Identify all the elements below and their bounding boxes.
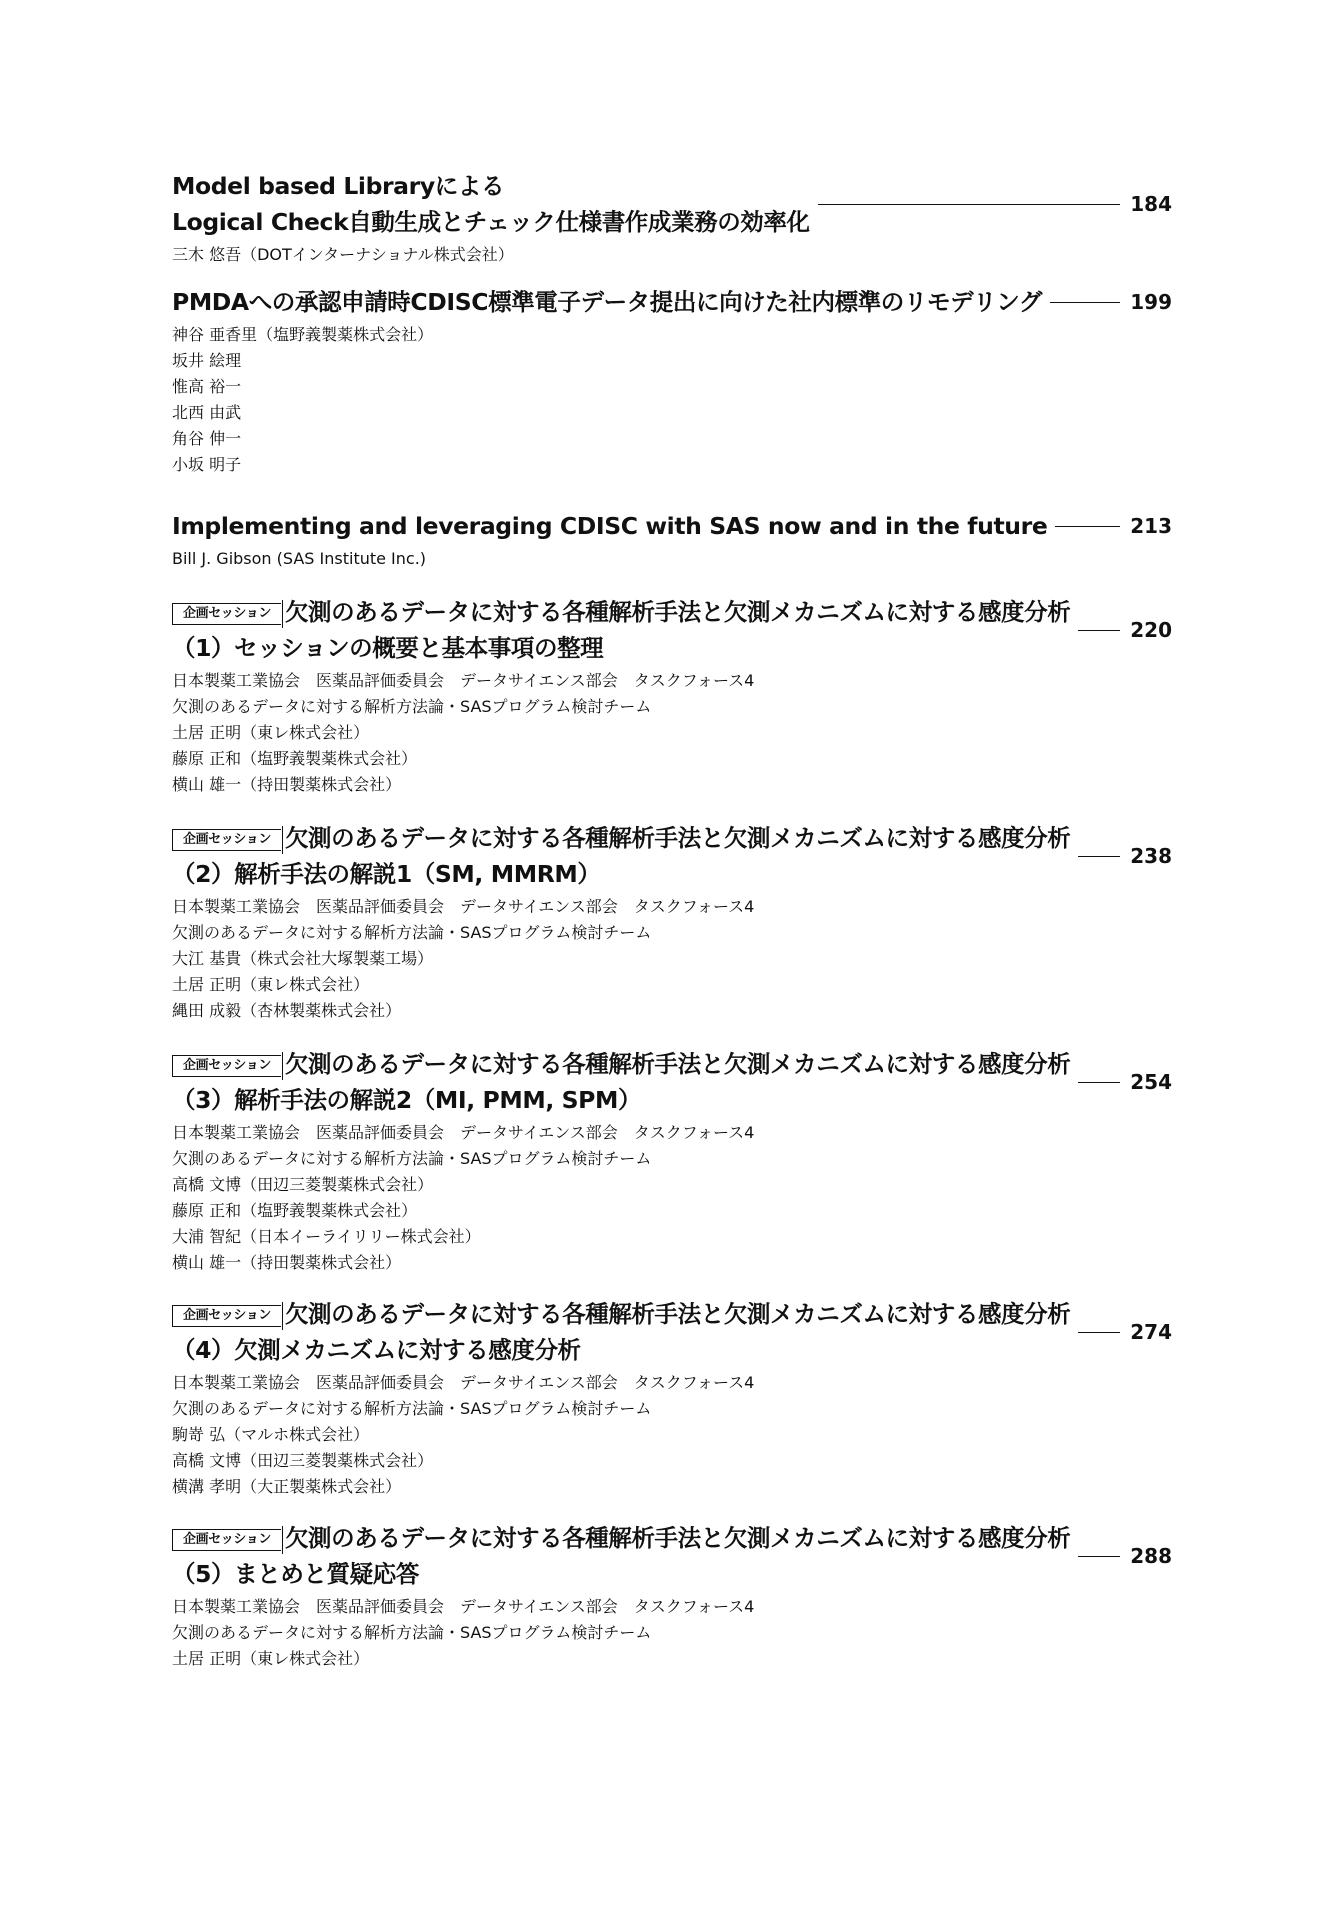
entry-title-text: 欠測のあるデータに対する各種解析手法と欠測メカニズムに対する感度分析	[284, 1524, 1071, 1552]
page-number: 238	[1130, 844, 1172, 868]
author-line: 高橋 文博（田辺三菱製薬株式会社）	[172, 1175, 434, 1194]
entry-title-line: Model based Libraryによる	[172, 172, 505, 200]
author-line: 横山 雄一（持田製薬株式会社）	[172, 775, 402, 794]
entry-title-text: 欠測のあるデータに対する各種解析手法と欠測メカニズムに対する感度分析	[284, 1300, 1071, 1328]
leader-line	[1078, 1556, 1120, 1557]
author-line: 駒嵜 弘（マルホ株式会社）	[172, 1425, 370, 1444]
page-number: 274	[1130, 1320, 1172, 1344]
author-line: 欠測のあるデータに対する解析方法論・SASプログラム検討チーム	[172, 697, 652, 716]
entry-title	[172, 284, 1042, 320]
entry-title-line: （3）解析手法の解説2（MI, PMM, SPM）	[172, 1086, 642, 1114]
author-line: 大江 基貴（株式会社大塚製薬工場）	[172, 949, 434, 968]
author-line: 三木 悠吾（DOTインターナショナル株式会社）	[172, 245, 514, 264]
author-line: 欠測のあるデータに対する解析方法論・SASプログラム検討チーム	[172, 1399, 652, 1418]
page-number: 184	[1130, 192, 1172, 216]
entry-title-line: （2）解析手法の解説1（SM, MMRM）	[172, 860, 601, 888]
leader-line	[1050, 302, 1120, 303]
entry-authors	[172, 242, 1172, 268]
entry-title-line	[172, 1520, 1070, 1556]
author-line: 日本製薬工業協会 医薬品評価委員会 データサイエンス部会 タスクフォース4	[172, 671, 755, 690]
author-line: Bill J. Gibson (SAS Institute Inc.)	[172, 549, 427, 568]
page-number: 288	[1130, 1544, 1172, 1568]
entry-title	[172, 594, 1070, 666]
entry-title-row	[172, 508, 1172, 544]
author-line: 日本製薬工業協会 医薬品評価委員会 データサイエンス部会 タスクフォース4	[172, 1123, 755, 1142]
toc-entry[interactable]	[172, 284, 1172, 478]
toc-entry[interactable]	[172, 820, 1172, 1024]
author-line: 欠測のあるデータに対する解析方法論・SASプログラム検討チーム	[172, 1149, 652, 1168]
entry-title	[172, 1520, 1070, 1592]
leader-line	[1078, 856, 1120, 857]
entry-title-line	[172, 1046, 1070, 1082]
author-line: 土居 正明（東レ株式会社）	[172, 723, 370, 742]
entry-title-row	[172, 1296, 1172, 1368]
entry-title	[172, 1046, 1070, 1118]
entry-authors	[172, 1120, 1172, 1276]
toc-entry[interactable]	[172, 168, 1172, 268]
author-line: 欠測のあるデータに対する解析方法論・SASプログラム検討チーム	[172, 1623, 652, 1642]
entry-title-row	[172, 284, 1172, 320]
author-line: 横山 雄一（持田製薬株式会社）	[172, 1253, 402, 1272]
page-number: 213	[1130, 514, 1172, 538]
author-line: 欠測のあるデータに対する解析方法論・SASプログラム検討チーム	[172, 923, 652, 942]
entry-title-text: 欠測のあるデータに対する各種解析手法と欠測メカニズムに対する感度分析	[284, 598, 1071, 626]
entry-title-line	[172, 820, 1070, 856]
author-line: 坂井 絵理	[172, 351, 242, 370]
entry-authors	[172, 546, 1172, 572]
author-line: 日本製薬工業協会 医薬品評価委員会 データサイエンス部会 タスクフォース4	[172, 1373, 755, 1392]
author-line: 日本製薬工業協会 医薬品評価委員会 データサイエンス部会 タスクフォース4	[172, 897, 755, 916]
author-line: 小坂 明子	[172, 455, 242, 474]
author-line: 大浦 智紀（日本イーライリリー株式会社）	[172, 1227, 481, 1246]
entry-title-row	[172, 1520, 1172, 1592]
entry-title-line: （5）まとめと質疑応答	[172, 1560, 419, 1588]
entry-title-row	[172, 168, 1172, 240]
entry-title-text: 欠測のあるデータに対する各種解析手法と欠測メカニズムに対する感度分析	[284, 1050, 1071, 1078]
author-line: 北西 由武	[172, 403, 242, 422]
leader-line	[1078, 1082, 1120, 1083]
session-badge: 企画セッション	[172, 1055, 281, 1077]
author-line: 横溝 孝明（大正製薬株式会社）	[172, 1477, 402, 1496]
session-badge: 企画セッション	[172, 829, 281, 851]
author-line: 土居 正明（東レ株式会社）	[172, 975, 370, 994]
session-badge: 企画セッション	[172, 1305, 281, 1327]
author-line: 縄田 成毅（杏林製薬株式会社）	[172, 1001, 402, 1020]
author-line: 藤原 正和（塩野義製薬株式会社）	[172, 749, 418, 768]
entry-title	[172, 508, 1047, 544]
toc-entry[interactable]	[172, 1296, 1172, 1500]
entry-title-line: Logical Check自動生成とチェック仕様書作成業務の効率化	[172, 208, 810, 236]
page-number: 254	[1130, 1070, 1172, 1094]
leader-line	[1078, 630, 1120, 631]
entry-title-row	[172, 1046, 1172, 1118]
entry-title-line: PMDAへの承認申請時CDISC標準電子データ提出に向けた社内標準のリモデリング	[172, 288, 1043, 316]
entry-authors	[172, 1594, 1172, 1672]
entry-title-line	[172, 1296, 1070, 1332]
entry-authors	[172, 322, 1172, 478]
entry-title-line	[172, 594, 1070, 630]
entry-title-line: Implementing and leveraging CDISC with SAS now and in the future	[172, 512, 1048, 540]
toc-entry[interactable]	[172, 1520, 1172, 1672]
toc-entry[interactable]	[172, 1046, 1172, 1276]
entry-title-text: 欠測のあるデータに対する各種解析手法と欠測メカニズムに対する感度分析	[284, 824, 1071, 852]
entry-title	[172, 168, 810, 240]
toc-entry[interactable]	[172, 594, 1172, 798]
toc-entry[interactable]	[172, 508, 1172, 572]
entry-title-line: （1）セッションの概要と基本事項の整理	[172, 634, 604, 662]
session-badge: 企画セッション	[172, 603, 281, 625]
leader-line	[1078, 1332, 1120, 1333]
author-line: 日本製薬工業協会 医薬品評価委員会 データサイエンス部会 タスクフォース4	[172, 1597, 755, 1616]
entry-title-row	[172, 594, 1172, 666]
entry-authors	[172, 894, 1172, 1024]
leader-line	[818, 204, 1120, 205]
page-number: 220	[1130, 618, 1172, 642]
author-line: 角谷 伸一	[172, 429, 242, 448]
page-number: 199	[1130, 290, 1172, 314]
author-line: 高橋 文博（田辺三菱製薬株式会社）	[172, 1451, 434, 1470]
entry-title	[172, 1296, 1070, 1368]
entry-authors	[172, 668, 1172, 798]
author-line: 惟高 裕一	[172, 377, 242, 396]
entry-title	[172, 820, 1070, 892]
entry-authors	[172, 1370, 1172, 1500]
session-badge: 企画セッション	[172, 1529, 281, 1551]
author-line: 神谷 亜香里（塩野義製薬株式会社）	[172, 325, 434, 344]
entry-title-row	[172, 820, 1172, 892]
entry-title-line: （4）欠測メカニズムに対する感度分析	[172, 1336, 581, 1364]
author-line: 土居 正明（東レ株式会社）	[172, 1649, 370, 1668]
author-line: 藤原 正和（塩野義製薬株式会社）	[172, 1201, 418, 1220]
leader-line	[1055, 526, 1120, 527]
